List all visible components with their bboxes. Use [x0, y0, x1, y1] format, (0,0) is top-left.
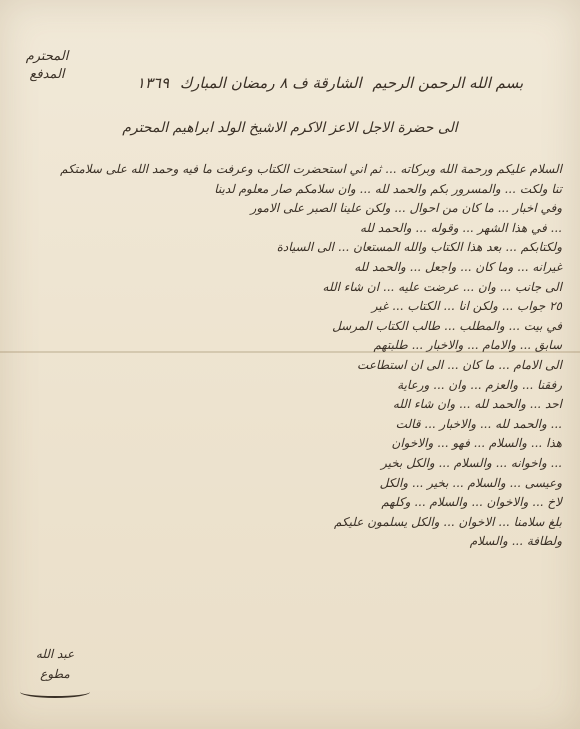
body-line: لاخ ... والاخوان ... والسلام ... وكلهم — [381, 495, 562, 510]
body-line: السلام عليكم ورحمة الله وبركاته ... ثم اني استحضرت الكتاب وعرفت ما فيه وحمد الله على سلامتكم — [60, 162, 562, 176]
signature-name: عبد الله — [35, 647, 75, 661]
corner-note-line-1: المحترم — [25, 49, 69, 64]
body-line: احد ... والحمد لله ... وان شاء الله — [392, 397, 562, 412]
body-line: ... في هذا الشهر ... وقوله ... والحمد لله — [359, 220, 562, 235]
body-line: رفقنا ... والعزم ... وان ... ورعاية — [397, 377, 562, 392]
body-line: الى الامام ... ما كان ... الى ان استطاعت — [357, 357, 562, 372]
basmala: بسم الله الرحمن الرحيم — [372, 74, 524, 92]
body-line: الى جانب ... وان ... عرضت عليه ... ان شاء الله — [322, 279, 562, 294]
letter-body — [18, 160, 562, 552]
body-line: ... واخوانه ... والسلام ... والكل بخير — [381, 455, 562, 470]
body-line: ولطافة ... والسلام — [469, 534, 562, 549]
letter-heading — [110, 74, 550, 92]
body-line: بلغ سلامنا ... الاخوان ... والكل يسلمون عليكم — [334, 514, 562, 529]
letter-greeting: الى حضرة الاجل الاعز الاكرم الاشيخ الولد ابراهيم المحترم — [122, 120, 458, 136]
body-line: تنا ولكت ... والمسرور بكم والحمد لله ... وان سلامكم صار معلوم لدينا — [214, 181, 562, 196]
body-line: ٢٥ جواب ... ولكن انا ... الكتاب ... غير — [371, 299, 562, 314]
body-line: وعيسى ... والسلام ... بخير ... والكل — [379, 475, 562, 490]
letter-signature — [10, 644, 100, 698]
signature-title: مطوع — [40, 667, 70, 681]
letter-place-date: الشارقة ف ٨ رمضان المبارك — [179, 74, 362, 92]
corner-note-line-2: المدفع — [29, 67, 65, 82]
letter-year: ١٣٦٩ — [136, 74, 170, 92]
body-line: في بيت ... والمطلب ... طالب الكتاب المرسل — [332, 318, 562, 333]
body-line: هذا ... والسلام ... فهو ... والاخوان — [391, 436, 562, 451]
signature-flourish — [20, 686, 90, 698]
body-line: سابق ... والامام ... والاخبار ... طلبتهم — [373, 338, 562, 353]
body-line: ولكتابكم ... بعد هذا الكتاب والله المستعان ... الى السيادة — [276, 240, 562, 255]
body-line: غيرانه ... وما كان ... واجعل ... والحمد لله — [354, 259, 562, 274]
body-line: ... والحمد لله ... والاخبار ... قالت — [395, 416, 562, 431]
body-line: وفي اخبار ... ما كان من احوال ... ولكن علينا الصبر على الامور — [250, 201, 562, 216]
corner-note — [12, 48, 82, 84]
